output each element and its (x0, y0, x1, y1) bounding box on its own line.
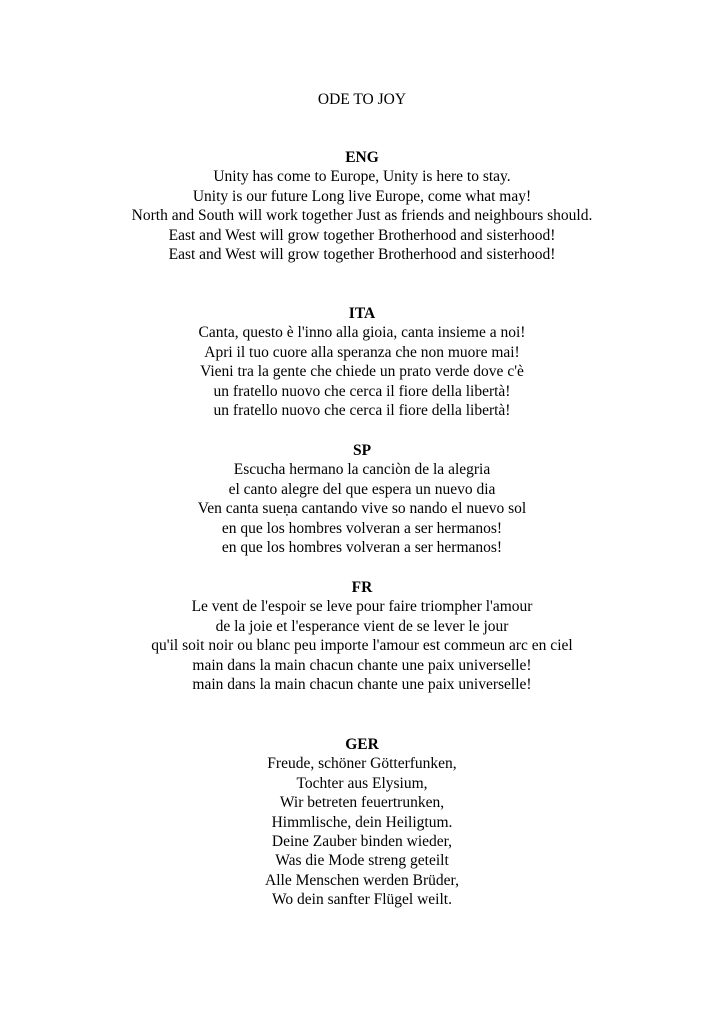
section-heading-fr: FR (351, 579, 373, 596)
verse-line: qu'il soit noir ou blanc peu importe l'amour est commeun arc en ciel (151, 637, 573, 655)
verse-line: Le vent de l'espoir se leve pour faire triompher l'amour (191, 598, 533, 616)
document-title: ODE TO JOY (317, 91, 407, 108)
verse-line: Escucha hermano la canciòn de la alegria (233, 461, 491, 479)
verse-line: Apri il tuo cuore alla speranza che non muore mai! (204, 343, 520, 361)
section-ger (0, 735, 724, 910)
verse-line: Wir betreten feuertrunken, (279, 794, 445, 812)
verse-line: un fratello nuovo che cerca il fiore della libertà! (213, 402, 511, 420)
section-heading-ger: GER (345, 736, 379, 753)
verse-line: un fratello nuovo che cerca il fiore della libertà! (213, 382, 511, 400)
section-fr (0, 578, 724, 694)
verse-line: en que los hombres volveran a ser hermanos! (221, 519, 503, 537)
verse-line: North and South will work together Just as friends and neighbours should. (131, 207, 593, 225)
verse-line: Unity has come to Europe, Unity is here to stay. (213, 168, 511, 186)
verse-line: Deine Zauber binden wieder, (271, 833, 453, 851)
verse-line: Himmlische, dein Heiligtum. (271, 813, 453, 831)
section-eng (0, 148, 724, 264)
section-sp (0, 441, 724, 557)
section-ita (0, 304, 724, 420)
verse-line: Vieni tra la gente che chiede un prato verde dove c'è (200, 363, 524, 381)
verse-line: en que los hombres volveran a ser hermanos! (221, 539, 503, 557)
verse-line: East and West will grow together Brotherhood and sisterhood! (168, 226, 556, 244)
verse-line: Wo dein sanfter Flügel weilt. (272, 891, 452, 909)
verse-line: Was die Mode streng geteilt (275, 852, 449, 870)
verse-line: Tochter aus Elysium, (296, 774, 428, 792)
verse-line: Ven canta sueṇa cantando vive so nando el nuevo sol (197, 500, 527, 518)
verse-line: Canta, questo è l'inno alla gioia, canta insieme a noi! (198, 324, 526, 342)
section-heading-eng: ENG (345, 149, 379, 166)
verse-line: main dans la main chacun chante une paix universelle! (192, 656, 532, 674)
section-heading-sp: SP (352, 442, 372, 459)
verse-line: East and West will grow together Brotherhood and sisterhood! (168, 246, 556, 264)
verse-line: de la joie et l'esperance vient de se lever le jour (215, 617, 509, 635)
verse-line: Freude, schöner Götterfunken, (267, 755, 457, 773)
verse-line: el canto alegre del que espera un nuevo dia (228, 480, 496, 498)
section-heading-ita: ITA (348, 305, 376, 322)
verse-line: Alle Menschen werden Brüder, (265, 871, 459, 889)
verse-line: Unity is our future Long live Europe, come what may! (192, 187, 532, 205)
verse-line: main dans la main chacun chante une paix universelle! (192, 676, 532, 694)
